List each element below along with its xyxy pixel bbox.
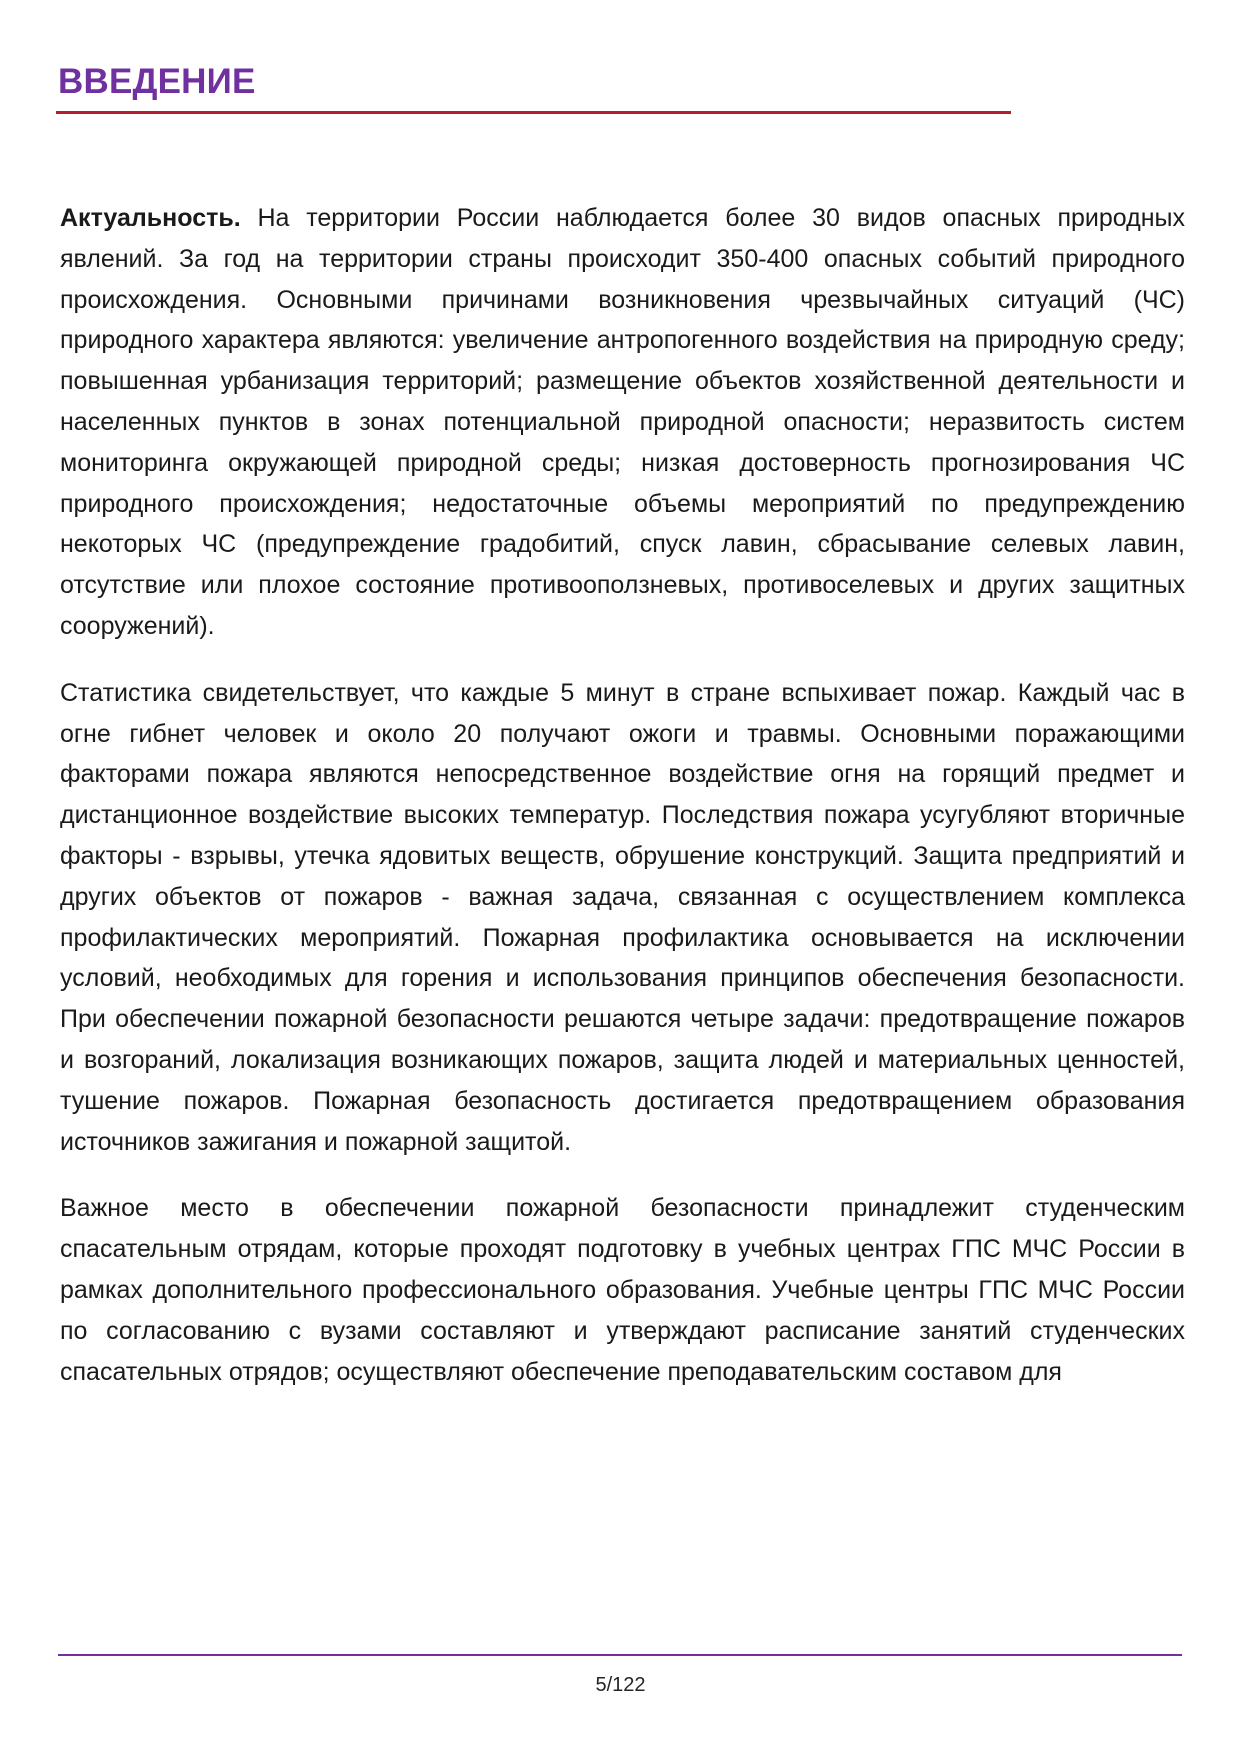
paragraph-lead: Актуальность.	[60, 204, 241, 232]
page-number: 5/122	[595, 1674, 646, 1696]
title-underline	[56, 111, 1011, 114]
paragraph-relevance	[60, 198, 1185, 647]
footer-divider	[58, 1654, 1182, 1656]
paragraph-student-rescue-teams: Важное место в обеспечении пожарной безопасности принадлежит студенческим спасательным отрядам, которые проходят подготовку в учебных центрах ГПС МЧС России в рамках дополнительного профессионального образования. Учебные центры ГПС МЧС России по согласованию с вузами составляют и утверждают расписание занятий студенческих спасательных отрядов; осуществляют обеспечение преподавательским составом для	[60, 1194, 1185, 1386]
document-body	[60, 198, 1185, 1392]
paragraph-text: На территории России наблюдается более 30 видов опасных природных явлений. За год на территории страны происходит 350-400 опасных событий природного происхождения. Основными причинами возникновения чрезвычайных ситуаций (ЧС) природного характера являются: увеличение антропогенного воздействия на природную среду; повышенная урбанизация территорий; размещение объектов хозяйственной деятельности и населенных пунктов в зонах потенциальной природной опасности; неразвитость систем мониторинга окружающей природной среды; низкая достоверность прогнозирования ЧС природного происхождения; недостаточные объемы мероприятий по предупреждению некоторых ЧС (предупреждение градобитий, спуск лавин, сбрасывание селевых лавин, отсутствие или плохое состояние противооползневых, противоселевых и других защитных сооружений).	[60, 204, 1185, 640]
page-title: ВВЕДЕНИЕ	[58, 62, 256, 101]
paragraph-fire-statistics: Статистика свидетельствует, что каждые 5 минут в стране вспыхивает пожар. Каждый час в огне гибнет человек и около 20 получают ожоги и травмы. Основными поражающими факторами пожара являются непосредственное воздействие огня на горящий предмет и дистанционное воздействие высоких температур. Последствия пожара усугубляют вторичные факторы - взрывы, утечка ядовитых веществ, обрушение конструкций. Защита предприятий и других объектов от пожаров - важная задача, связанная с осуществлением комплекса профилактических мероприятий. Пожарная профилактика основывается на исключении условий, необходимых для горения и использования принципов обеспечения безопасности. При обеспечении пожарной безопасности решаются четыре задачи: предотвращение пожаров и возгораний, локализация возникающих пожаров, защита людей и материальных ценностей, тушение пожаров. Пожарная безопасность достигается предотвращением образования источников зажигания и пожарной защитой.	[60, 678, 1185, 1156]
